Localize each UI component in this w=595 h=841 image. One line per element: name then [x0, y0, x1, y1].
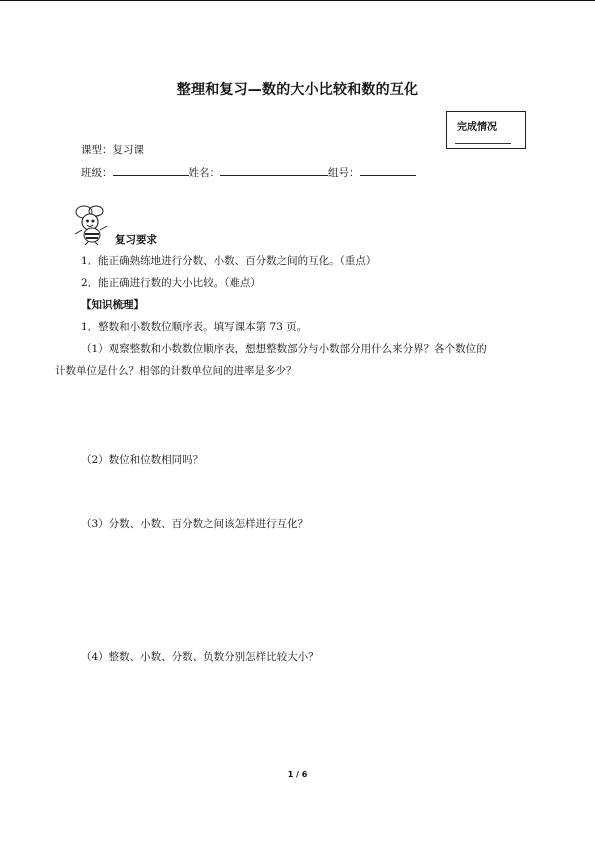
question-2: （2）数位和位数相同吗？	[81, 454, 204, 466]
group-field[interactable]	[360, 165, 416, 176]
knowledge-heading: 【知识梳理】	[81, 299, 144, 311]
question-1-line-2: 计数单位是什么？相邻的计数单位间的进率是多少？	[55, 365, 297, 377]
page-number: 1 / 6	[287, 770, 308, 779]
bee-icon	[72, 204, 110, 246]
group-label: 组号：	[328, 167, 360, 179]
requirement-item-1: 1．能正确熟练地进行分数、小数、百分数之间的互化。（重点）	[81, 255, 377, 267]
completion-status-label: 完成情况	[457, 122, 497, 133]
class-field[interactable]	[113, 165, 189, 176]
top-border	[0, 0, 595, 1]
question-3: （3）分数、小数、百分数之间该怎样进行互化？	[81, 518, 309, 530]
requirement-item-2: 2．能正确进行数的大小比较。（难点）	[81, 277, 261, 289]
name-field[interactable]	[220, 165, 328, 176]
question-1-line-1: （1）观察整数和小数数位顺序表，想想整数部分与小数部分用什么来分界？各个数位的	[81, 343, 487, 355]
page-title: 整理和复习—数的大小比较和数的互化	[176, 82, 419, 98]
name-label: 姓名：	[188, 167, 220, 179]
knowledge-item-1: 1．整数和小数数位顺序表。填写课本第 73 页。	[81, 321, 308, 333]
completion-status-blank	[455, 143, 511, 144]
question-4: （4）整数、小数、分数、负数分别怎样比较大小？	[81, 651, 319, 663]
student-info-row	[81, 165, 416, 180]
completion-status-box	[446, 111, 526, 149]
class-label: 班级：	[81, 167, 113, 179]
course-type: 课型：复习课	[81, 144, 144, 156]
review-requirements-heading: 复习要求	[115, 234, 157, 246]
